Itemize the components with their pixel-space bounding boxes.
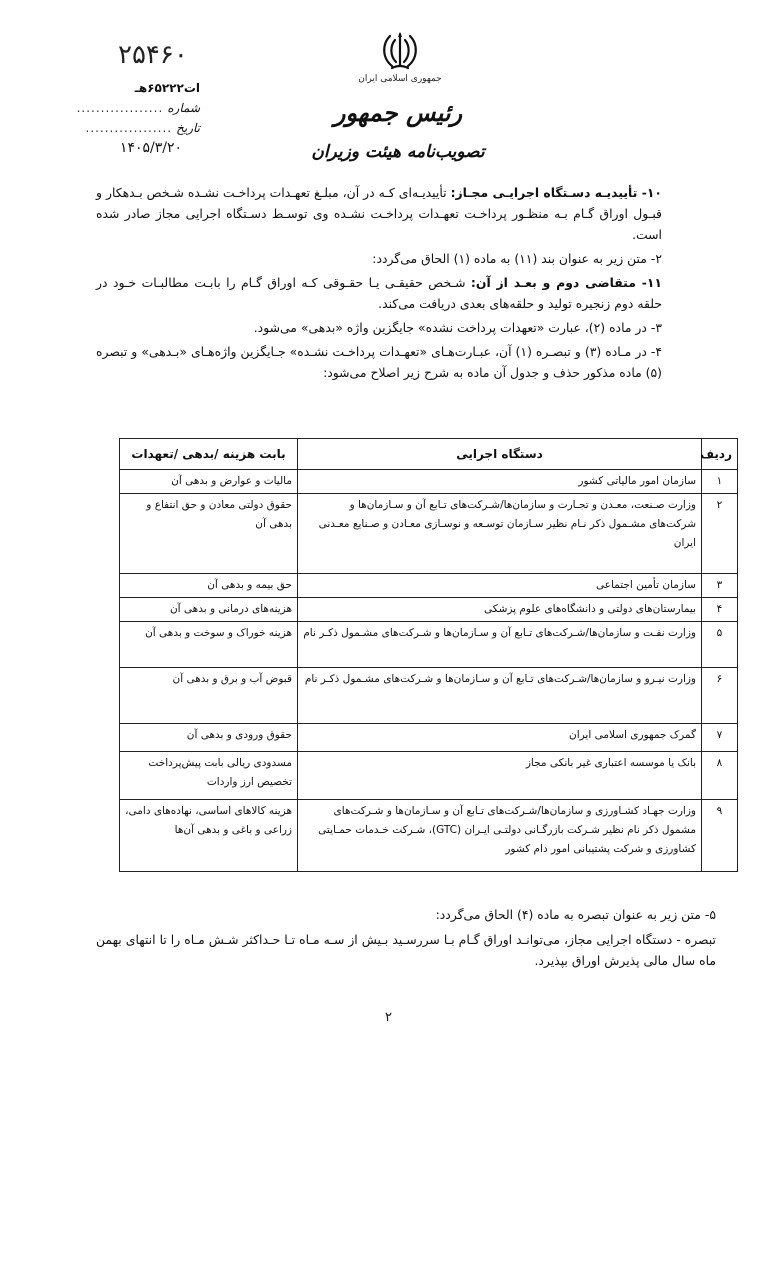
date-value: ۱۴۰۵/۳/۲۰ (119, 140, 182, 156)
date-line (40, 118, 200, 138)
row-number: ۴ (702, 598, 738, 622)
agencies-table (119, 438, 738, 872)
header-row-number: ردیف (702, 439, 738, 470)
row-number: ۸ (702, 752, 738, 800)
paragraph-item-3: ۳- در ماده (۲)، عبارت «تعهدات پرداخت نشده» جایگزین واژه «بدهی» می‌شود. (253, 320, 662, 335)
letter-meta (40, 78, 200, 158)
row-cost: مسدودی ریالی بابت پیش‌پرداخت تخصیص ارز واردات (120, 752, 298, 800)
table-row (120, 752, 738, 800)
table-row (120, 622, 738, 668)
table-row (120, 724, 738, 752)
row-number: ۷ (702, 724, 738, 752)
paragraph-item-5: ۵- متن زیر به عنوان تبصره به ماده (۴) الحاق می‌گردد: (435, 907, 716, 922)
row-number: ۳ (702, 574, 738, 598)
republic-label: جمهوری اسلامی ایران (358, 74, 442, 84)
row-agency: بیمارستان‌های دولتی و دانشگاه‌های علوم پزشکی (298, 598, 702, 622)
date-label: تاریخ (176, 121, 200, 135)
table-header-row (120, 439, 738, 470)
row-cost: حقوق ورودی و بدهی آن (120, 724, 298, 752)
header-cost: بابت هزینه /بدهی /تعهدات (120, 439, 298, 470)
header-agency: دستگاه اجرایی (298, 439, 702, 470)
table-row (120, 598, 738, 622)
row-agency: بانک یا موسسه اعتباری غیر بانکی مجاز (298, 752, 702, 800)
table-row (120, 470, 738, 494)
emblem-block (330, 28, 470, 84)
paragraph-11-text: شـخص حقیقـی یـا حقـوقی کـه اوراق گـام را بابـت مطالبـات خـود در حلقه دوم زنجیره تولید و حلقه‌های بعدی دریافت می‌کند. (96, 275, 662, 311)
after-table-text (96, 904, 716, 971)
note-paragraph: تبصره - دستگاه اجرایی مجاز، می‌توانـد اوراق گـام بـا سررسـید بـیش از سـه مـاه تـا حـداکثر شـش مـاه را تا انتهای بهمن ماه سال مالی پذیرش اوراق بپذیرد. (96, 932, 716, 968)
paragraph-11-heading: ۱۱- متقاضی دوم و بعـد از آن: (470, 275, 662, 290)
paragraph-10-heading: ۱۰- تأییدیـه دسـتگاه اجرایـی مجـاز: (450, 185, 662, 200)
agencies-table-wrap (120, 438, 738, 872)
paragraph-item-4: ۴- در مـاده (۳) و تبصـره (۱) آن، عبـارت‌هـای «تعهـدات پرداخـت نشـده» جـایگزین واژه‌هـای «بـدهی» و تبصره (۵) ماده مذکور حذف و جدول آن ماده به شرح زیر اصلاح می‌شود: (96, 344, 662, 380)
row-agency: سازمان امور مالیاتی کشور (298, 470, 702, 494)
president-title: رئیس جمهور (333, 98, 463, 127)
page-number: ۲ (385, 1010, 392, 1025)
letter-number-line (40, 78, 200, 98)
body-text (96, 182, 662, 383)
table-row (120, 800, 738, 872)
date-value-line (40, 138, 200, 158)
number-label: شماره (167, 101, 200, 115)
paragraph-10-text: تأییدیـه‌ای کـه در آن، مبلـغ تعهـدات پرداخـت نشـده شـخص بـدهکار و قبـول اوراق گـام بـه منظـور پرداخـت تعهـدات پرداخـت نشـده وی توسـط دسـتگاه اجرایی مجاز صادر شده است. (96, 185, 662, 242)
row-agency: گمرک جمهوری اسلامی ایران (298, 724, 702, 752)
number-line (40, 98, 200, 118)
row-cost: قبوض آب و برق و بدهی آن (120, 668, 298, 724)
handwritten-number: ۲۵۴۶۰ (118, 40, 188, 70)
paragraph-10 (96, 182, 662, 245)
letter-number-value: ات۶۵۲۲۲هـ (134, 81, 200, 95)
table-row (120, 494, 738, 574)
row-agency: وزارت نفـت و سازمان‌ها/شـرکت‌های تـابع آن و سـازمان‌ها و شـرکت‌های مشـمول ذکـر نام (298, 622, 702, 668)
row-cost: حقوق دولتی معادن و حق انتفاع و بدهی آن (120, 494, 298, 574)
row-number: ۲ (702, 494, 738, 574)
row-cost: حق بیمه و بدهی آن (120, 574, 298, 598)
row-number: ۵ (702, 622, 738, 668)
table-row (120, 574, 738, 598)
iran-emblem-icon (378, 28, 422, 72)
row-number: ۱ (702, 470, 738, 494)
row-number: ۹ (702, 800, 738, 872)
row-agency: سازمان تأمین اجتماعی (298, 574, 702, 598)
row-agency: وزارت صـنعت، معـدن و تجـارت و سازمان‌ها/شـرکت‌های تـابع آن و سـازمان‌ها و شرکت‌های مشـمول ذکر نـام نظیر سـازمان توسـعه و نوسـازی معـادن و صـنایع معـدنی ایران (298, 494, 702, 574)
row-cost: هزینه‌های درمانی و بدهی آن (120, 598, 298, 622)
table-row (120, 668, 738, 724)
number-dots: .................. (76, 101, 164, 115)
paragraph-item-2: ۲- متن زیر به عنوان بند (۱۱) به ماده (۱) الحاق می‌گردد: (372, 251, 662, 266)
row-agency: وزارت نیـرو و سازمان‌ها/شـرکت‌های تـابع آن و سـازمان‌ها و شـرکت‌های مشـمول ذکـر نام (298, 668, 702, 724)
row-number: ۶ (702, 668, 738, 724)
row-cost: مالیات و عوارض و بدهی آن (120, 470, 298, 494)
paragraph-11 (96, 272, 662, 314)
date-dots: .................. (85, 121, 173, 135)
approval-title: تصویب‌نامه هیئت وزیران (311, 142, 485, 162)
row-cost: هزینه کالاهای اساسی، نهاده‌های دامی، زراعی و باغی و بدهی آن‌ها (120, 800, 298, 872)
row-agency: وزارت جهـاد کشـاورزی و سازمان‌ها/شـرکت‌های تـابع آن و سـازمان‌ها و شـرکت‌های مشمول ذکر نام نظیر شـرکت بازرگـانی دولتـی ایـران (GTC)، شـرکت خـدمات حمـایتی کشاورزی و شرکت پشتیبانی امور دام کشور (298, 800, 702, 872)
row-cost: هزینه خوراک و سوخت و بدهی آن (120, 622, 298, 668)
